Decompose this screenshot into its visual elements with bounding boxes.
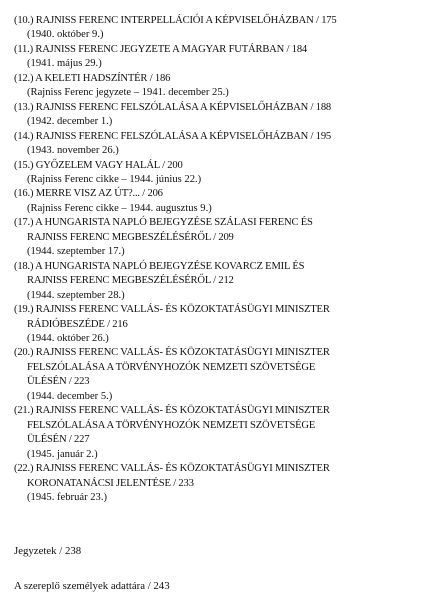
toc-entry-title-line: (22.) RAJNISS FERENC VALLÁS- ÉS KÖZOKTATÁSÜGYI MINISZTER xyxy=(14,463,330,475)
toc-entry-title-line: ÜLÉSÉN / 227 xyxy=(27,434,90,446)
toc-entry-title-line: FELSZÓLALÁSA A TÖRVÉNYHOZÓK NEMZETI SZÖVETSÉGE xyxy=(27,361,316,373)
toc-entry-title-line: (15.) GYŐZELEM VAGY HALÁL / 200 xyxy=(14,159,183,171)
toc-entry-title-line: (11.) RAJNISS FERENC JEGYZETE A MAGYAR FUTÁRBAN / 184 xyxy=(14,43,308,55)
toc-entry-title-line: (14.) RAJNISS FERENC FELSZÓLALÁSA A KÉPVISELŐHÁZBAN / 195 xyxy=(14,130,332,142)
toc-entry-title-line: ÜLÉSÉN / 223 xyxy=(27,376,90,388)
toc-entry-title-line: (17.) A HUNGARISTA NAPLÓ BEJEGYZÉSE SZÁLASI FERENC ÉS xyxy=(14,217,313,229)
toc-entry xyxy=(14,462,424,505)
toc-entry-date: (1944. szeptember 17.) xyxy=(27,246,125,258)
toc-entry xyxy=(14,14,424,43)
toc-entry-title-line: RAJNISS FERENC MEGBESZÉLÉSÉRŐL / 212 xyxy=(27,275,234,287)
toc-entry-title-line: RÁDIÓBESZÉDE / 216 xyxy=(27,318,128,330)
toc-entry xyxy=(14,43,424,72)
toc-entry-date: (Rajniss Ferenc cikke – 1944. augusztus 9.) xyxy=(27,202,212,214)
toc-entry-date: (1940. október 9.) xyxy=(27,29,104,41)
toc-entry-date: (1945. január 2.) xyxy=(27,448,98,460)
toc-entry-title-line: RAJNISS FERENC MEGBESZÉLÉSÉRŐL / 209 xyxy=(27,231,234,243)
toc-entry xyxy=(14,130,424,159)
toc-entry xyxy=(14,101,424,130)
toc-entry-date: (Rajniss Ferenc jegyzete – 1941. december 25.) xyxy=(27,87,229,99)
toc-entry-title-line: FELSZÓLALÁSA A TÖRVÉNYHOZÓK NEMZETI SZÖVETSÉGE xyxy=(27,419,316,431)
toc-entry xyxy=(14,187,424,216)
toc-entry xyxy=(14,159,424,188)
toc-entry-date: (1944. december 5.) xyxy=(27,390,113,402)
toc-entry xyxy=(14,404,424,462)
toc-entry-title-line: KORONATANÁCSI JELENTÉSE / 233 xyxy=(27,477,194,489)
toc-entry-date: (1945. február 23.) xyxy=(27,491,108,503)
persons-entry: A szereplő személyek adattára / 243 xyxy=(14,580,170,592)
toc-entry-title-line: (19.) RAJNISS FERENC VALLÁS- ÉS KÖZOKTATÁSÜGYI MINISZTER xyxy=(14,304,330,316)
toc-entry-title-line: (12.) A KELETI HADSZÍNTÉR / 186 xyxy=(14,72,171,84)
toc-entry-title-line: (13.) RAJNISS FERENC FELSZÓLALÁSA A KÉPVISELŐHÁZBAN / 188 xyxy=(14,101,332,113)
toc-entry-title-line: (20.) RAJNISS FERENC VALLÁS- ÉS KÖZOKTATÁSÜGYI MINISZTER xyxy=(14,347,330,359)
toc-entry-date: (Rajniss Ferenc cikke – 1944. június 22.) xyxy=(27,173,202,185)
toc-entry-date: (1943. november 26.) xyxy=(27,145,119,157)
toc-entry xyxy=(14,303,424,346)
toc-entry-date: (1944. szeptember 28.) xyxy=(27,289,125,301)
toc-entry-title-line: (16.) MERRE VISZ AZ ÚT?... / 206 xyxy=(14,188,163,200)
toc-entry-title-line: (21.) RAJNISS FERENC VALLÁS- ÉS KÖZOKTATÁSÜGYI MINISZTER xyxy=(14,405,330,417)
toc-entry xyxy=(14,346,424,404)
toc-entry-title-line: (10.) RAJNISS FERENC INTERPELLÁCIÓI A KÉPVISELŐHÁZBAN / 175 xyxy=(14,15,337,26)
toc-entry xyxy=(14,260,424,303)
toc-entry xyxy=(14,72,424,101)
toc-entry-date: (1941. május 29.) xyxy=(27,58,102,70)
toc-entry-date: (1942. december 1.) xyxy=(27,116,113,128)
toc-entry-date: (1944. október 26.) xyxy=(27,332,109,344)
toc-entry-title-line: (18.) A HUNGARISTA NAPLÓ BEJEGYZÉSE KOVARCZ EMIL ÉS xyxy=(14,260,305,272)
notes-entry: Jegyzetek / 238 xyxy=(14,545,82,557)
table-of-contents xyxy=(14,14,424,505)
toc-entry xyxy=(14,216,424,259)
